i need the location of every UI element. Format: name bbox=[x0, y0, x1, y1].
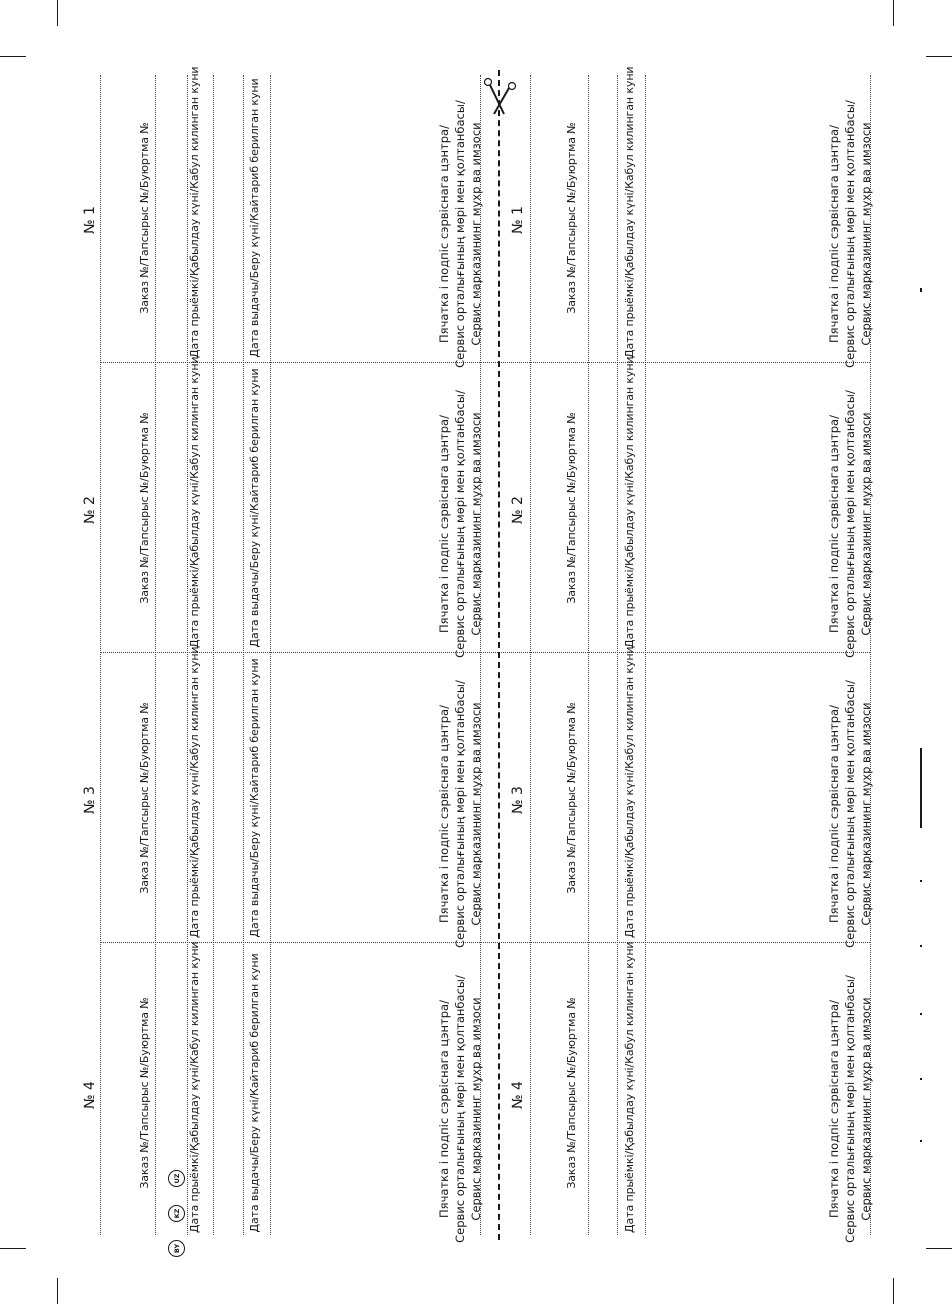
stamp-label: Пячатка і подпіс сэрвіснага цэнтра/ Сервис орталығының мөрі мен қолтанбасы/ Сервис марказининг мухр ва имзоси bbox=[827, 100, 873, 368]
crop-mark bbox=[0, 1248, 26, 1249]
stamp-label: Пячатка і подпіс сэрвіснага цэнтра/ Сервис орталығының мөрі мен қолтанбасы/ Сервис марказининг мухр ва имзоси bbox=[827, 390, 873, 658]
order-number-label: Заказ №/Тапсырыс №/Буюртма № bbox=[138, 122, 151, 314]
edge-tick bbox=[920, 945, 922, 947]
row-line bbox=[588, 75, 589, 1235]
date-issued-label: Дата выдачы/Беру күні/Кайтариб берилган куни bbox=[248, 658, 261, 938]
row-line bbox=[617, 75, 618, 1235]
stamp-label: Пячатка і подпіс сэрвіснага цэнтра/ Сервис орталығының мөрі мен қолтанбасы/ Сервис марказининг мухр ва имзоси bbox=[437, 680, 483, 948]
date-received-label: Дата прыёмкі/Қабылдау күні/Кабул килинган куни bbox=[188, 356, 201, 648]
crop-mark bbox=[57, 1278, 58, 1304]
date-received-label: Дата прыёмкі/Қабылдау күні/Кабул килинган куни bbox=[623, 356, 636, 648]
stamp-label: Пячатка і подпіс сэрвіснага цэнтра/ Сервис орталығының мөрі мен қолтанбасы/ Сервис марказининг мухр ва имзоси bbox=[437, 390, 483, 658]
order-number-label: Заказ №/Тапсырыс №/Буюртма № bbox=[138, 412, 151, 604]
section-divider bbox=[100, 942, 870, 943]
row-line bbox=[270, 75, 271, 1235]
date-received-label: Дата прыёмкі/Қабылдау күні/Кабул килинган куни bbox=[188, 941, 201, 1233]
crop-mark bbox=[926, 56, 952, 57]
date-received-label: Дата прыёмкі/Қабылдау күні/Кабул килинган куни bbox=[188, 66, 201, 358]
section-number: № 1 bbox=[510, 206, 526, 234]
row-line bbox=[100, 75, 101, 1235]
date-issued-label: Дата выдачы/Беру күні/Кайтариб берилган куни bbox=[248, 368, 261, 648]
edge-tick bbox=[920, 1140, 922, 1142]
row-line bbox=[155, 75, 156, 1235]
section-number: № 4 bbox=[510, 1081, 526, 1109]
section-number: № 2 bbox=[82, 496, 98, 524]
edge-tick bbox=[920, 288, 922, 292]
date-issued-label: Дата выдачы/Беру күні/Кайтариб берилган куни bbox=[248, 953, 261, 1233]
edge-tick bbox=[920, 880, 922, 882]
section-divider bbox=[100, 652, 870, 653]
edge-bar bbox=[920, 748, 922, 828]
date-issued-label: Дата выдачы/Беру күні/Кайтариб берилган куни bbox=[248, 78, 261, 358]
section-number: № 4 bbox=[82, 1081, 98, 1109]
date-received-label: Дата прыёмкі/Қабылдау күні/Кабул килинган куни bbox=[188, 646, 201, 938]
section-divider bbox=[100, 362, 870, 363]
badge-uz: UZ bbox=[168, 1170, 185, 1187]
crop-mark bbox=[926, 1248, 952, 1249]
date-received-label: Дата прыёмкі/Қабылдау күні/Кабул килинган куни bbox=[623, 646, 636, 938]
edge-tick bbox=[920, 1078, 922, 1080]
crop-mark bbox=[893, 0, 894, 26]
section-number: № 2 bbox=[510, 496, 526, 524]
order-number-label: Заказ №/Тапсырыс №/Буюртма № bbox=[565, 702, 578, 894]
order-number-label: Заказ №/Тапсырыс №/Буюртма № bbox=[565, 412, 578, 604]
order-number-label: Заказ №/Тапсырыс №/Буюртма № bbox=[565, 122, 578, 314]
stamp-label: Пячатка і подпіс сэрвіснага цэнтра/ Сервис орталығының мөрі мен қолтанбасы/ Сервис марказининг мухр ва имзоси bbox=[827, 975, 873, 1243]
crop-mark bbox=[57, 0, 58, 26]
crop-mark bbox=[0, 56, 26, 57]
badge-kz: KZ bbox=[168, 1205, 185, 1222]
date-received-label: Дата прыёмкі/Қабылдау күні/Кабул килинган куни bbox=[623, 66, 636, 358]
row-line bbox=[213, 75, 214, 1235]
stamp-label: Пячатка і подпіс сэрвіснага цэнтра/ Сервис орталығының мөрі мен қолтанбасы/ Сервис марказининг мухр ва имзоси bbox=[437, 975, 483, 1243]
crop-mark bbox=[893, 1278, 894, 1304]
row-line bbox=[645, 75, 646, 1235]
section-number: № 3 bbox=[510, 786, 526, 814]
row-line bbox=[530, 75, 531, 1235]
order-number-label: Заказ №/Тапсырыс №/Буюртма № bbox=[565, 997, 578, 1189]
cut-line bbox=[498, 70, 500, 1240]
badge-by: BY bbox=[168, 1240, 185, 1257]
stamp-label: Пячатка і подпіс сэрвіснага цэнтра/ Сервис орталығының мөрі мен қолтанбасы/ Сервис марказининг мухр ва имзоси bbox=[437, 100, 483, 368]
section-number: № 3 bbox=[82, 786, 98, 814]
section-number: № 1 bbox=[82, 206, 98, 234]
scissors-icon bbox=[482, 76, 518, 120]
edge-tick bbox=[920, 1013, 922, 1015]
row-line bbox=[243, 75, 244, 1235]
order-number-label: Заказ №/Тапсырыс №/Буюртма № bbox=[138, 702, 151, 894]
date-received-label: Дата прыёмкі/Қабылдау күні/Кабул килинган куни bbox=[623, 941, 636, 1233]
order-number-label: Заказ №/Тапсырыс №/Буюртма № bbox=[138, 997, 151, 1189]
stamp-label: Пячатка і подпіс сэрвіснага цэнтра/ Сервис орталығының мөрі мен қолтанбасы/ Сервис марказининг мухр ва имзоси bbox=[827, 680, 873, 948]
